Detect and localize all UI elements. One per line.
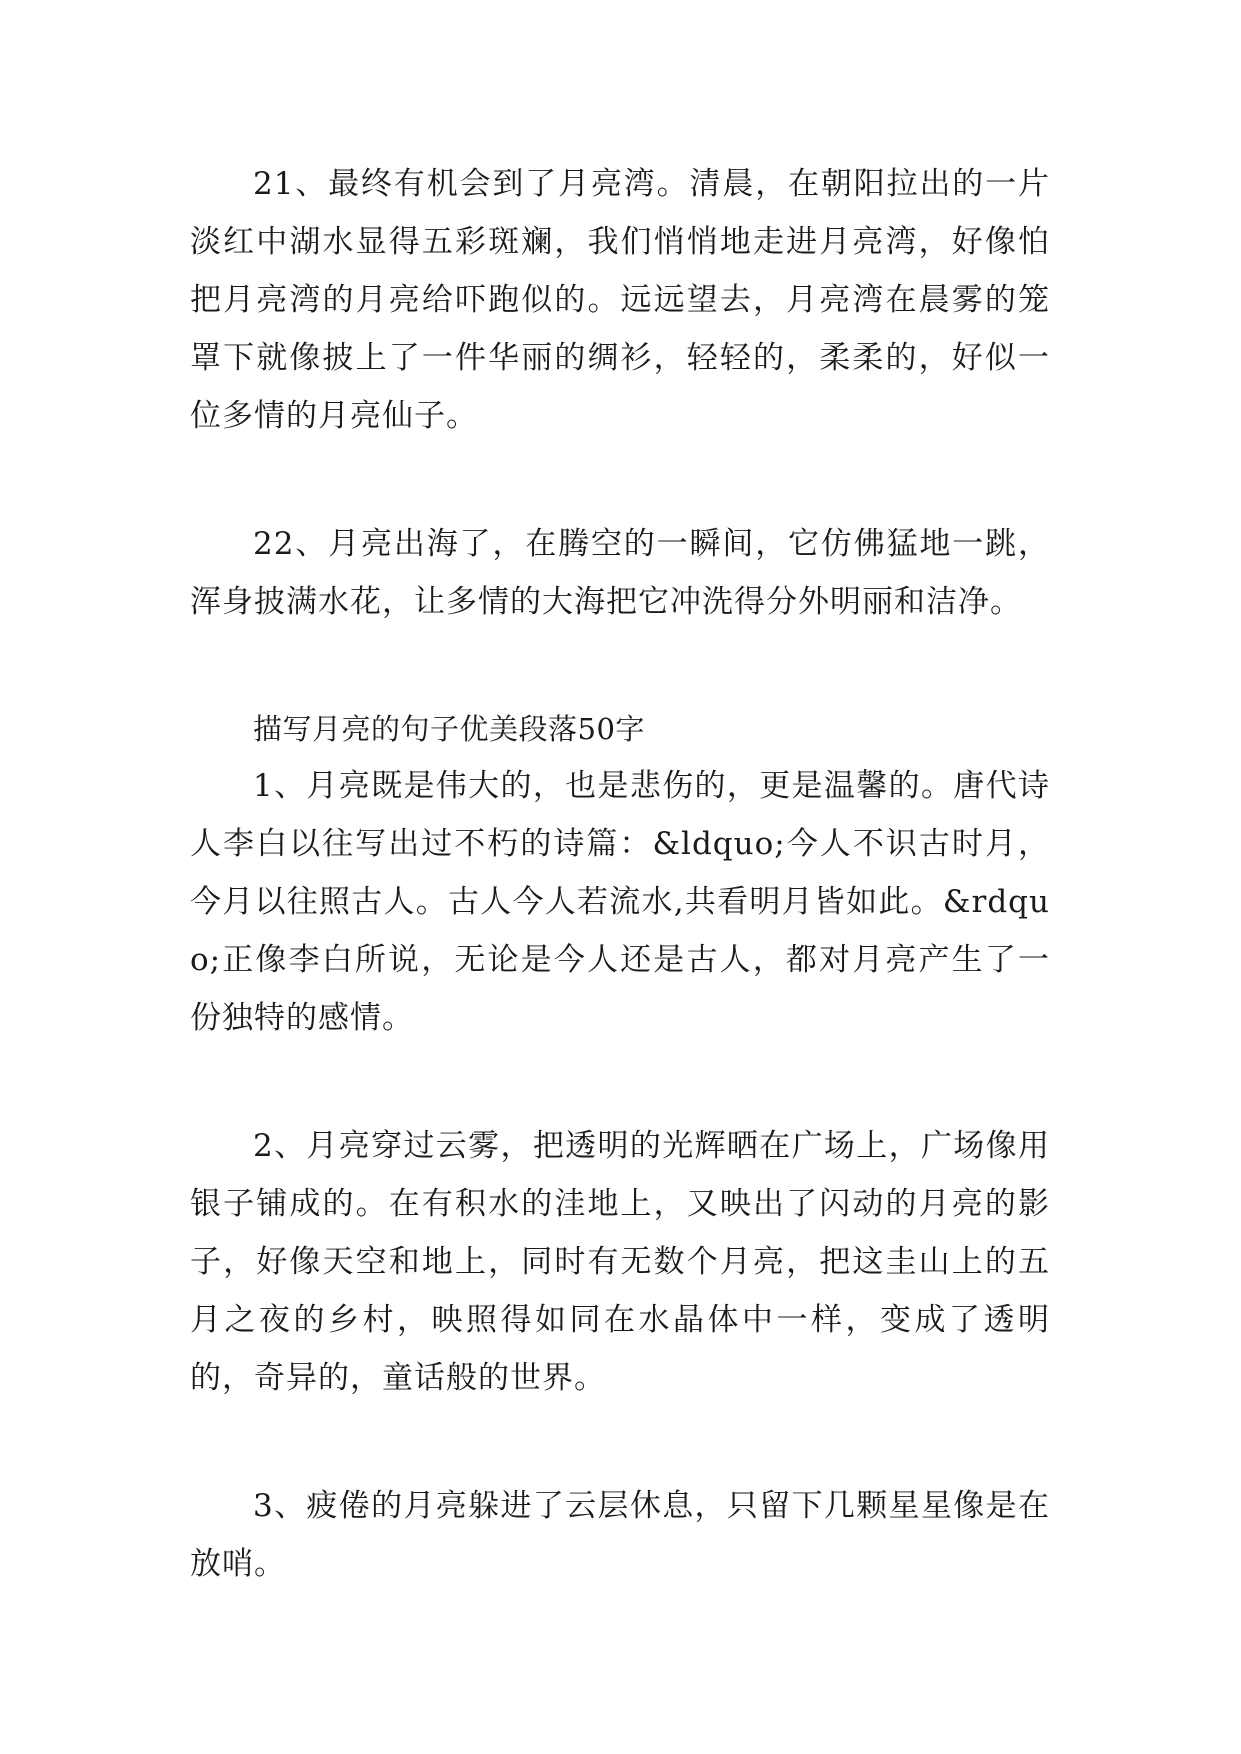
paragraph-22: 22、月亮出海了，在腾空的一瞬间，它仿佛猛地一跳，浑身披满水花，让多情的大海把它冲洗得分外明丽和洁净。: [190, 526, 1050, 620]
paragraph-21: 21、最终有机会到了月亮湾。清晨，在朝阳拉出的一片淡红中湖水显得五彩斑斓，我们悄悄地走进月亮湾，好像怕把月亮湾的月亮给吓跑似的。远远望去，月亮湾在晨雾的笼罩下就像披上了一件华丽的绸衫，轻轻的，柔柔的，好似一位多情的月亮仙子。: [190, 166, 1050, 434]
paragraph-3: 3、疲倦的月亮躲进了云层休息，只留下几颗星星像是在放哨。: [190, 1488, 1050, 1582]
paragraph-gap: [190, 631, 1050, 701]
paragraph-2: 2、月亮穿过云雾，把透明的光辉晒在广场上，广场像用银子铺成的。在有积水的洼地上，又映出了闪动的月亮的影子，好像天空和地上，同时有无数个月亮，把这圭山上的五月之夜的乡村，映照得如同在水晶体中一样，变成了透明的，奇异的，童话般的世界。: [190, 1128, 1050, 1396]
paragraph-1: 1、月亮既是伟大的，也是悲伤的，更是温馨的。唐代诗人李白以往写出过不朽的诗篇：&ldquo;今人不识古时月，今月以往照古人。古人今人若流水,共看明月皆如此。&rdquo;正像李白所说，无论是今人还是古人，都对月亮产生了一份独特的感情。: [190, 768, 1050, 1036]
section-heading: 描写月亮的句子优美段落50字: [253, 712, 645, 746]
paragraph-gap: [190, 445, 1050, 515]
document-body: [190, 155, 1050, 1593]
paragraph-gap: [190, 1407, 1050, 1477]
paragraph-gap: [190, 1047, 1050, 1117]
